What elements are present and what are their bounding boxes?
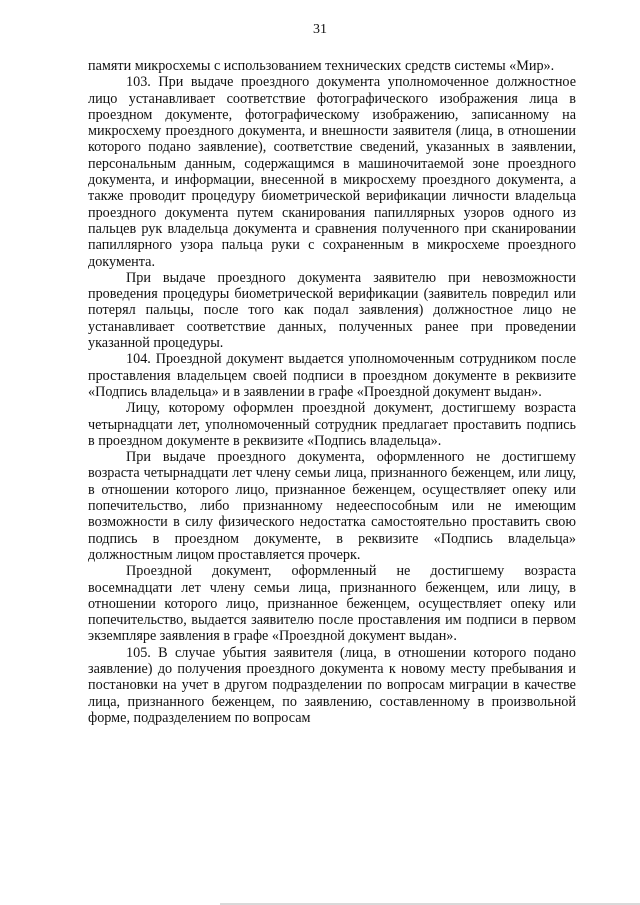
paragraph-103: 103. При выдаче проездного документа уполномоченное должностное лицо устанавливает соответствие фотографического изображения лица в проездном документе, фотографическому изображению, записанному на микросхему проездного документа, и внешности заявителя (лица, в отношении которого подано заявление), соответствие сведений, указанных в заявлении, персональным данным, содержащимся в машиночитаемой зоне проездного документа, и информации, внесенной в микросхему проездного документа, а также проводит процедуру биометрической верификации личности владельца проездного документа путем сканирования папиллярных узоров одного из пальцев рук владельца документа и сравнения полученного при сканировании папиллярного узора пальца руки с сохраненным в микросхеме проездного документа. xyxy=(88,74,576,270)
paragraph-104: 104. Проездной документ выдается уполномоченным сотрудником после проставления владельцем своей подписи в проездном документе в реквизите «Подпись владельца» и в заявлении в графе «Проездной документ выдан». xyxy=(88,351,576,400)
page-number: 31 xyxy=(313,22,327,37)
paragraph-biometric-exception: При выдаче проездного документа заявителю при невозможности проведения процедуры биометрической верификации (заявитель повредил или потерял пальцы, после того как подал заявления) должностное лицо не устанавливает соответствие данных, полученных ранее при проведении указанной процедуры. xyxy=(88,269,576,352)
paragraph-105: 105. В случае убытия заявителя (лица, в отношении которого подано заявление) до получения проездного документа к новому месту пребывания и постановки на учет в другом подразделении по вопросам миграции в качестве лица, признанного беженцем, по заявлению, составленному в произвольной форме, подразделением по вопросам xyxy=(88,644,576,726)
paragraph-under-14-dash: При выдаче проездного документа, оформленного не достигшему возраста четырнадцати лет члену семьи лица, признанного беженцем, или лицу, в отношении которого лицо, признанное беженцем, осуществляет опеку или попечительство, либо признанному недееспособным или не имеющим возможности в силу физического недостатка самостоятельно проставить свою подпись в проездном документе, в реквизите «Подпись владельца» должностным лицом проставляется прочерк. xyxy=(88,449,576,563)
paragraph-continuation: памяти микросхемы с использованием технических средств системы «Мир». xyxy=(88,58,555,74)
document-body xyxy=(88,58,576,726)
paragraph-age-14-signature: Лицу, которому оформлен проездной документ, достигшему возраста четырнадцати лет, уполномоченный сотрудник предлагает проставить подпись в проездном документе в реквизите «Подпись владельца». xyxy=(88,400,576,449)
paragraph-under-18: Проездной документ, оформленный не достигшему возраста восемнадцати лет члену семьи лица, признанного беженцем, или лицу, в отношении которого лицо, признанное беженцем, осуществляет опеку или попечительство, выдается заявителю после проставления им подписи в первом экземпляре заявления в графе «Проездной документ выдан». xyxy=(88,563,576,645)
